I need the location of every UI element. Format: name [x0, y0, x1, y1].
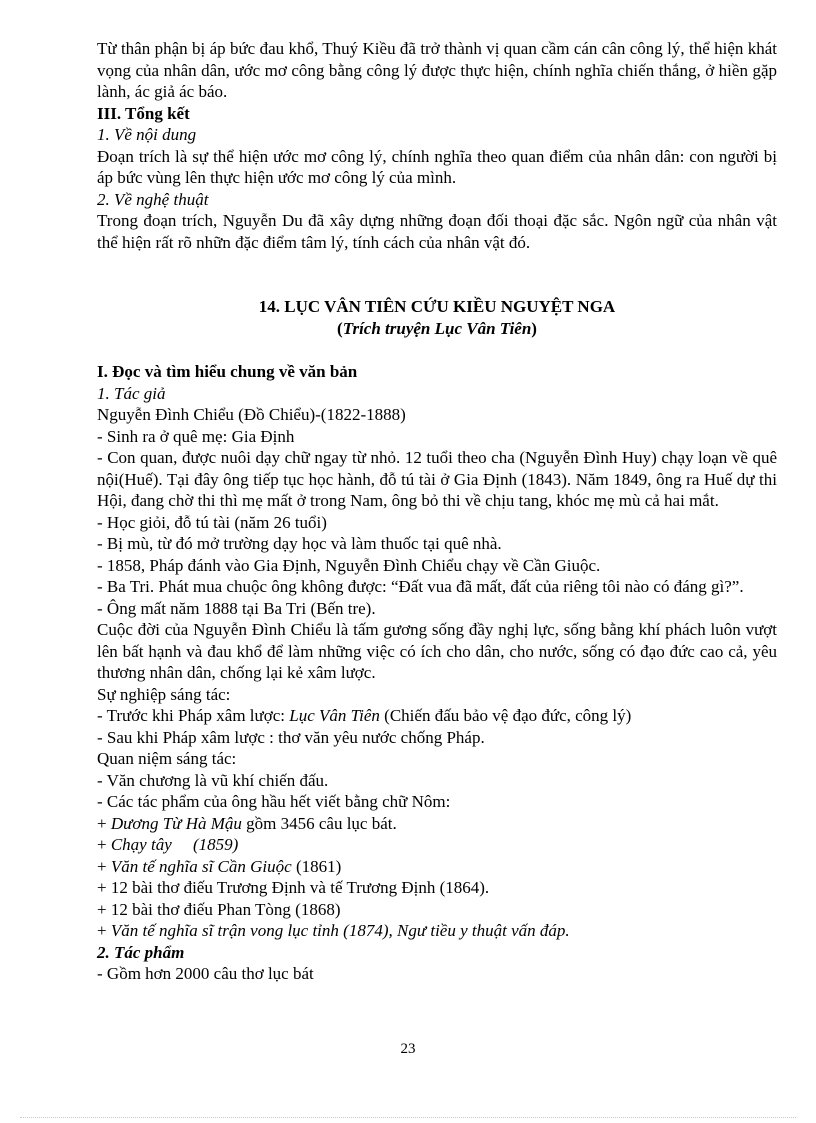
- art-paragraph: Trong đoạn trích, Nguyễn Du đã xây dựng những đoạn đối thoại đặc sắc. Ngôn ngữ của nhân vật thể hiện rất rõ nhữn đặc điểm tâm lý, tính cách của nhân vật đó.: [97, 211, 777, 252]
- career-heading: Sự nghiệp sáng tác:: [97, 684, 231, 704]
- bio-line: - Sinh ra ở quê mẹ: Gia Định: [97, 426, 295, 446]
- page-content: [97, 38, 777, 985]
- work-title: Văn tế nghĩa sĩ trận vong lục tỉnh (1874), Ngư tiều y thuật vấn đáp.: [110, 921, 570, 940]
- lesson-title: 14. LỤC VÂN TIÊN CỨU KIỀU NGUYỆT NGA: [258, 297, 616, 316]
- work-suffix: (1861): [291, 856, 342, 876]
- work-title: Chạy tây (1859): [110, 835, 239, 854]
- section-heading: I. Đọc và tìm hiểu chung về văn bản: [97, 362, 358, 381]
- bio-line: - Ba Tri. Phát mua chuộc ông không được: “Đất vua đã mất, đất của riêng tôi nào có đáng gì?”.: [97, 577, 744, 596]
- bio-line: - Con quan, được nuôi dạy chữ ngay từ nhỏ. 12 tuổi theo cha (Nguyễn Đình Huy) chạy loạn về quê nội(Huế). Tại đây ông tiếp tục học hành, đỗ tú tài ở Gia Định (1843). Năm 1849, ông ra Huế dự thi Hội, đang chờ thi thì mẹ mất ở trong Nam, ông bỏ thi về chịu tang, khóc mẹ mù cả hai mắt.: [97, 448, 777, 510]
- work-prefix: +: [97, 835, 111, 854]
- view-heading: Quan niệm sáng tác:: [97, 749, 237, 768]
- career-before-work: Lục Vân Tiên: [289, 706, 380, 725]
- subtitle-close: ): [531, 318, 537, 338]
- work-item: [97, 813, 777, 835]
- work-item: + 12 bài thơ điếu Trương Định và tế Trương Định (1864).: [97, 878, 490, 897]
- work-heading: 2. Tác phẩm: [97, 942, 185, 962]
- bio-line: - 1858, Pháp đánh vào Gia Định, Nguyễn Đình Chiểu chạy về Cần Giuộc.: [97, 555, 601, 575]
- work-item: [97, 856, 777, 878]
- page-number: 23: [400, 1041, 416, 1057]
- work-prefix: +: [97, 856, 111, 876]
- work-title: Dương Từ Hà Mậu: [110, 813, 242, 833]
- page-bottom-divider: [20, 1117, 796, 1118]
- content-paragraph: Đoạn trích là sự thể hiện ước mơ công lý, chính nghĩa theo quan điểm của nhân dân: con người bị áp bức vùng lên thực hiện ước mơ công lý của mình.: [97, 146, 777, 187]
- content-subheading: 1. Về nội dung: [97, 125, 197, 144]
- subtitle-text: Trích truyện Lục Vân Tiên: [342, 318, 532, 338]
- author-subheading: 1. Tác giả: [97, 383, 166, 403]
- author-name: Nguyễn Đình Chiểu (Đồ Chiểu)-(1822-1888): [97, 405, 406, 424]
- work-prefix: +: [97, 921, 111, 940]
- spacer: [97, 253, 777, 296]
- work-item: [97, 920, 777, 942]
- view-item: - Văn chương là vũ khí chiến đấu.: [97, 770, 329, 790]
- art-subheading: 2. Về nghệ thuật: [97, 189, 209, 209]
- bio-line: - Bị mù, từ đó mở trường dạy học và làm thuốc tại quê nhà.: [97, 534, 502, 553]
- intro-paragraph: Từ thân phận bị áp bức đau khổ, Thuý Kiều đã trở thành vị quan cầm cán cân công lý, thể hiện khát vọng của nhân dân, ước mơ công bằng công lý được thực hiện, chính nghĩa chiến thắng, ở hiền gặp lành, ác giả ác báo.: [97, 39, 777, 101]
- bio-line: - Ông mất năm 1888 tại Ba Tri (Bến tre).: [97, 598, 376, 618]
- work-item: + 12 bài thơ điếu Phan Tòng (1868): [97, 899, 341, 919]
- view-item: - Các tác phẩm của ông hầu hết viết bằng chữ Nôm:: [97, 792, 451, 811]
- career-before-suffix: (Chiến đấu bảo vệ đạo đức, công lý): [379, 706, 632, 725]
- lesson-subtitle: [97, 318, 777, 340]
- work-prefix: +: [97, 813, 111, 833]
- work-item: [97, 834, 777, 856]
- career-before-prefix: - Trước khi Pháp xâm lược:: [97, 706, 290, 725]
- bio-summary: Cuộc đời của Nguyễn Đình Chiểu là tấm gương sống đầy nghị lực, sống bằng khí phách luôn vượt lên bất hạnh và đau khổ để làm những việc có ích cho dân, cho nước, sống có đạo đức cao cả, yêu thương nhân dân, chống lại kẻ xâm lược.: [97, 620, 777, 682]
- subtitle-open: (: [337, 318, 343, 338]
- spacer: [97, 339, 777, 361]
- summary-heading: III. Tổng kết: [97, 103, 190, 123]
- career-after: - Sau khi Pháp xâm lược : thơ văn yêu nước chống Pháp.: [97, 727, 485, 747]
- career-before: [97, 705, 777, 727]
- bio-line: - Học giỏi, đỗ tú tài (năm 26 tuổi): [97, 512, 327, 532]
- work-title: Văn tế nghĩa sĩ Cần Giuộc: [110, 856, 292, 876]
- work-line: - Gồm hơn 2000 câu thơ lục bát: [97, 964, 314, 983]
- work-suffix: gồm 3456 câu lục bát.: [241, 813, 397, 833]
